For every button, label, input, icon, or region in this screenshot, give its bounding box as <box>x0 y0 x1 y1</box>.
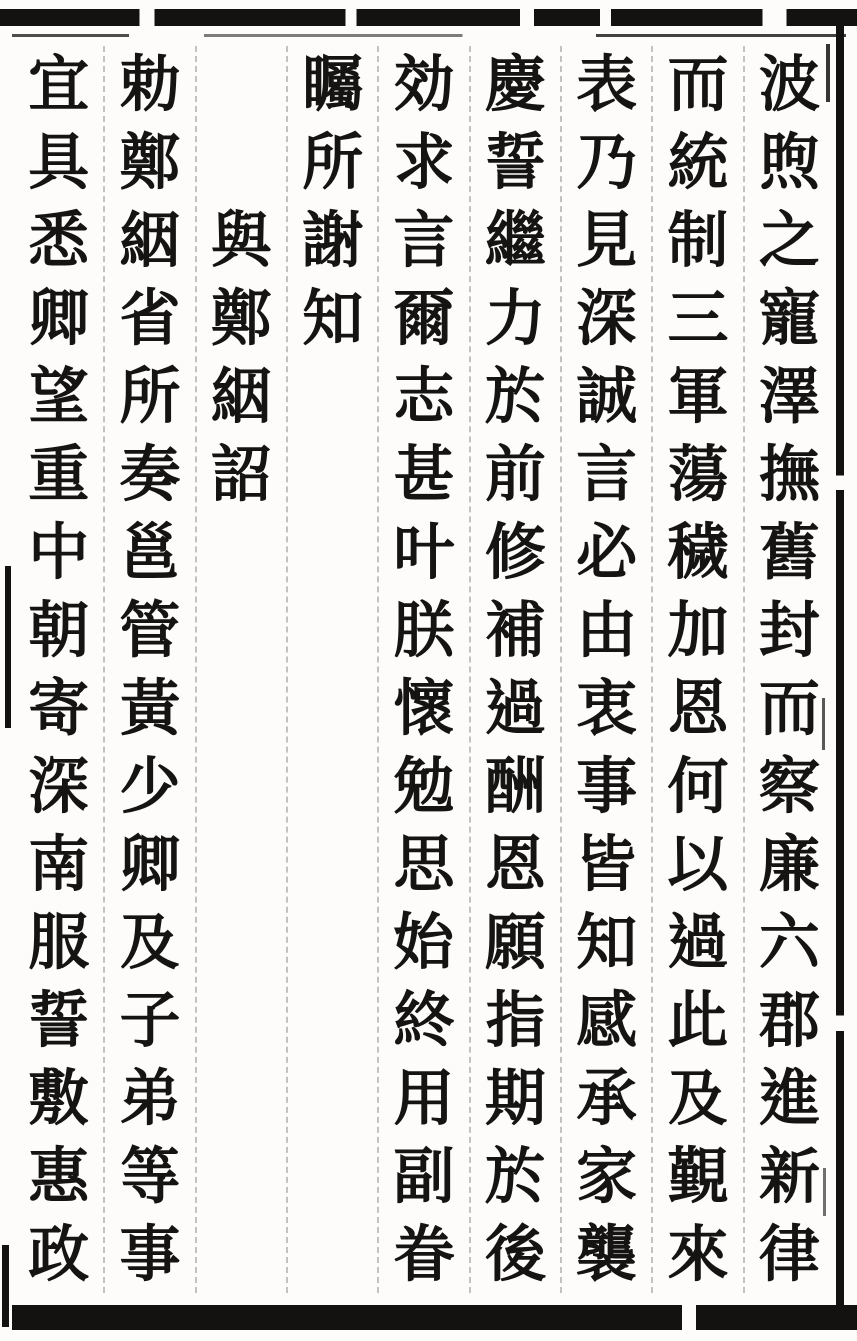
han-character: 卿 <box>119 828 181 900</box>
han-character: 事 <box>576 750 638 822</box>
empty-cell <box>288 1137 377 1215</box>
han-character: 過 <box>667 906 729 978</box>
text-column-8 <box>103 46 194 1293</box>
han-character: 管 <box>119 595 181 667</box>
han-character: 承 <box>576 1062 638 1134</box>
han-character: 願 <box>484 906 546 978</box>
han-character: 新 <box>758 1140 820 1212</box>
text-column-4 <box>469 46 560 1293</box>
han-character: 政 <box>28 1218 90 1290</box>
han-character: 宜 <box>28 49 90 121</box>
han-character: 由 <box>576 595 638 667</box>
han-character: 指 <box>484 984 546 1056</box>
han-character: 重 <box>28 439 90 511</box>
han-character: 求 <box>393 127 455 199</box>
han-character: 服 <box>28 906 90 978</box>
han-character: 來 <box>667 1218 729 1290</box>
han-character: 恩 <box>484 828 546 900</box>
text-column-5 <box>377 46 468 1293</box>
han-character: 郡 <box>758 984 820 1056</box>
han-character: 所 <box>119 361 181 433</box>
han-character: 波 <box>758 49 820 121</box>
empty-cell <box>197 1215 286 1293</box>
han-character: 表 <box>576 49 638 121</box>
empty-cell <box>288 592 377 670</box>
empty-cell <box>288 358 377 436</box>
han-character: 深 <box>576 283 638 355</box>
han-character: 衷 <box>576 672 638 744</box>
han-character: 敷 <box>28 1062 90 1134</box>
han-character: 誓 <box>484 127 546 199</box>
han-character: 言 <box>393 205 455 277</box>
empty-cell <box>288 670 377 748</box>
han-character: 叶 <box>393 517 455 589</box>
han-character: 慶 <box>484 49 546 121</box>
han-character: 爾 <box>393 283 455 355</box>
han-character: 於 <box>484 1140 546 1212</box>
empty-cell <box>197 747 286 825</box>
han-character: 用 <box>393 1062 455 1134</box>
han-character: 知 <box>576 906 638 978</box>
han-character: 封 <box>758 595 820 667</box>
han-character: 舊 <box>758 517 820 589</box>
han-character: 制 <box>667 205 729 277</box>
han-character: 之 <box>758 205 820 277</box>
han-character: 弟 <box>119 1062 181 1134</box>
han-character: 覲 <box>667 1140 729 1212</box>
han-character: 統 <box>667 127 729 199</box>
han-character: 詔 <box>210 439 272 511</box>
han-character: 絪 <box>210 361 272 433</box>
han-character: 乃 <box>576 127 638 199</box>
han-character: 事 <box>119 1218 181 1290</box>
han-character: 朕 <box>393 595 455 667</box>
han-character: 奏 <box>119 439 181 511</box>
han-character: 終 <box>393 984 455 1056</box>
text-area <box>14 46 834 1293</box>
han-character: 襲 <box>576 1218 638 1290</box>
han-character: 志 <box>393 361 455 433</box>
han-character: 恩 <box>667 672 729 744</box>
han-character: 少 <box>119 750 181 822</box>
han-character: 誠 <box>576 361 638 433</box>
han-character: 六 <box>758 906 820 978</box>
han-character: 軍 <box>667 361 729 433</box>
han-character: 等 <box>119 1140 181 1212</box>
han-character: 具 <box>28 127 90 199</box>
han-character: 誓 <box>28 984 90 1056</box>
han-character: 朝 <box>28 595 90 667</box>
han-character: 鄭 <box>119 127 181 199</box>
han-character: 効 <box>393 49 455 121</box>
han-character: 悉 <box>28 205 90 277</box>
han-character: 深 <box>28 750 90 822</box>
empty-cell <box>288 436 377 514</box>
han-character: 邕 <box>119 517 181 589</box>
han-character: 澤 <box>758 361 820 433</box>
han-character: 絪 <box>119 205 181 277</box>
empty-cell <box>288 903 377 981</box>
han-character: 家 <box>576 1140 638 1212</box>
han-character: 進 <box>758 1062 820 1134</box>
empty-cell <box>197 124 286 202</box>
han-character: 期 <box>484 1062 546 1134</box>
empty-cell <box>197 1059 286 1137</box>
han-character: 矚 <box>302 49 364 121</box>
han-character: 懷 <box>393 672 455 744</box>
han-character: 惠 <box>28 1140 90 1212</box>
han-character: 而 <box>758 672 820 744</box>
left-border-fragment <box>5 566 11 728</box>
han-character: 皆 <box>576 828 638 900</box>
empty-cell <box>197 1137 286 1215</box>
han-character: 言 <box>576 439 638 511</box>
text-column-2 <box>651 46 742 1293</box>
han-character: 寄 <box>28 672 90 744</box>
han-character: 勉 <box>393 750 455 822</box>
empty-cell <box>288 981 377 1059</box>
empty-cell <box>197 592 286 670</box>
han-character: 南 <box>28 828 90 900</box>
empty-cell <box>288 1215 377 1293</box>
han-character: 酬 <box>484 750 546 822</box>
han-character: 甚 <box>393 439 455 511</box>
bottom-border-rule <box>0 1305 857 1330</box>
text-column-3 <box>560 46 651 1293</box>
han-character: 省 <box>119 283 181 355</box>
han-character: 蕩 <box>667 439 729 511</box>
text-column-6 <box>286 46 377 1293</box>
empty-cell <box>288 1059 377 1137</box>
han-character: 鄭 <box>210 283 272 355</box>
han-character: 於 <box>484 361 546 433</box>
han-character: 何 <box>667 750 729 822</box>
empty-cell <box>288 514 377 592</box>
han-character: 補 <box>484 595 546 667</box>
empty-cell <box>288 747 377 825</box>
han-character: 繼 <box>484 205 546 277</box>
empty-cell <box>197 981 286 1059</box>
right-border-rule <box>836 26 844 1311</box>
han-character: 後 <box>484 1218 546 1290</box>
han-character: 三 <box>667 283 729 355</box>
empty-cell <box>197 514 286 592</box>
text-column-7 <box>195 46 286 1293</box>
han-character: 卿 <box>28 283 90 355</box>
empty-cell <box>197 825 286 903</box>
han-character: 過 <box>484 672 546 744</box>
empty-cell <box>197 46 286 124</box>
han-character: 廉 <box>758 828 820 900</box>
han-character: 副 <box>393 1140 455 1212</box>
han-character: 煦 <box>758 127 820 199</box>
han-character: 而 <box>667 49 729 121</box>
han-character: 見 <box>576 205 638 277</box>
han-character: 感 <box>576 984 638 1056</box>
han-character: 穢 <box>667 517 729 589</box>
han-character: 察 <box>758 750 820 822</box>
han-character: 子 <box>119 984 181 1056</box>
han-character: 修 <box>484 517 546 589</box>
han-character: 及 <box>119 906 181 978</box>
han-character: 知 <box>302 283 364 355</box>
han-character: 此 <box>667 984 729 1056</box>
han-character: 黃 <box>119 672 181 744</box>
han-character: 中 <box>28 517 90 589</box>
han-character: 望 <box>28 361 90 433</box>
han-character: 及 <box>667 1062 729 1134</box>
text-column-9 <box>14 46 103 1293</box>
han-character: 必 <box>576 517 638 589</box>
han-character: 勅 <box>119 49 181 121</box>
han-character: 律 <box>758 1218 820 1290</box>
top-border-rule <box>0 9 857 26</box>
top-border-thin-rule <box>12 34 846 37</box>
han-character: 所 <box>302 127 364 199</box>
han-character: 眷 <box>393 1218 455 1290</box>
han-character: 前 <box>484 439 546 511</box>
han-character: 思 <box>393 828 455 900</box>
empty-cell <box>288 825 377 903</box>
han-character: 與 <box>210 205 272 277</box>
han-character: 寵 <box>758 283 820 355</box>
han-character: 謝 <box>302 205 364 277</box>
han-character: 力 <box>484 283 546 355</box>
han-character: 撫 <box>758 439 820 511</box>
empty-cell <box>197 903 286 981</box>
han-character: 始 <box>393 906 455 978</box>
han-character: 以 <box>667 828 729 900</box>
empty-cell <box>197 670 286 748</box>
han-character: 加 <box>667 595 729 667</box>
text-column-1 <box>743 46 834 1293</box>
